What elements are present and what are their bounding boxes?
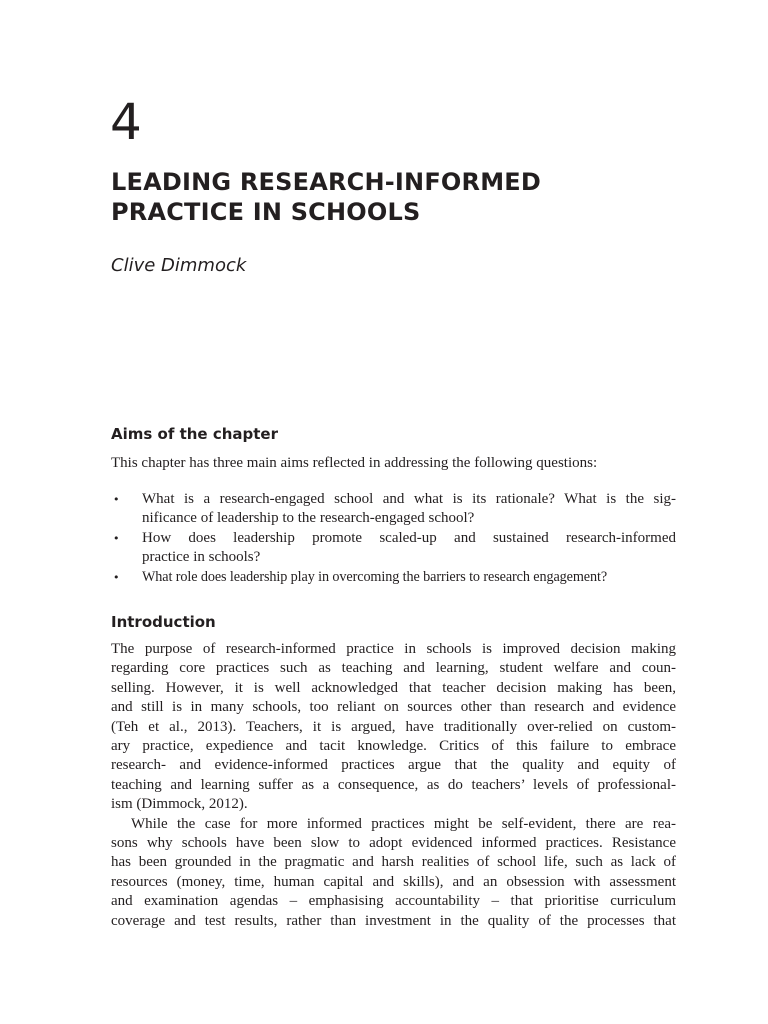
bullet-line: How does leadership promote scaled-up and sustained research-informed	[142, 529, 676, 546]
introduction-heading: Introduction	[111, 613, 216, 631]
bullet-line: nificance of leadership to the research-engaged school?	[142, 510, 475, 527]
body-line: and examination agendas – emphasising accountability – that prioritise curriculum	[111, 893, 676, 910]
bullet-icon: •	[113, 570, 120, 584]
body-line: teaching and learning suffer as a consequence, as do teachers’ levels of professional-	[111, 776, 676, 793]
introduction-paragraph-1	[111, 640, 676, 815]
body-line: ary practice, expedience and tacit knowledge. Critics of this failure to embrace	[111, 738, 676, 755]
chapter-title-line: LEADING RESEARCH-INFORMED	[111, 168, 542, 196]
bullet-line: What role does leadership play in overcoming the barriers to research engagement?	[142, 568, 608, 585]
body-line: While the case for more informed practices might be self-evident, there are rea-	[131, 815, 676, 832]
body-line: (Teh et al., 2013). Teachers, it is argued, have traditionally over-relied on custom-	[111, 718, 676, 735]
body-line: resources (money, time, human capital and skills), and an obsession with assessment	[111, 873, 676, 890]
body-line: ism (Dimmock, 2012).	[111, 796, 248, 813]
body-line: and still is in many schools, too reliant on sources other than research and evidence	[111, 699, 676, 716]
body-line: selling. However, it is well acknowledged that teacher decision making has been,	[111, 679, 676, 696]
bullet-line: practice in schools?	[142, 549, 261, 566]
introduction-body	[111, 640, 676, 931]
bullet-line: What is a research-engaged school and what is its rationale? What is the sig-	[142, 491, 676, 507]
chapter-title	[111, 167, 671, 227]
aims-bullet-item	[111, 490, 676, 529]
bullet-icon: •	[113, 493, 120, 506]
chapter-author: Clive Dimmock	[111, 255, 247, 276]
bullet-icon: •	[113, 531, 120, 545]
aims-intro-text: This chapter has three main aims reflected in addressing the following questions:	[111, 455, 598, 471]
chapter-title-line: PRACTICE IN SCHOOLS	[111, 198, 421, 226]
body-line: has been grounded in the pragmatic and harsh realities of school life, such as lack of	[111, 854, 676, 871]
body-line: coverage and test results, rather than investment in the quality of the processes that	[111, 912, 676, 929]
aims-bullet-item	[111, 529, 676, 568]
aims-heading: Aims of the chapter	[111, 425, 278, 443]
introduction-paragraph-2	[111, 815, 676, 931]
body-line: regarding core practices such as teaching and learning, student welfare and coun-	[111, 660, 676, 677]
chapter-number: 4	[110, 93, 142, 151]
body-line: research- and evidence-informed practices argue that the quality and equity of	[111, 757, 676, 774]
aims-bullet-list	[111, 490, 676, 587]
body-line: The purpose of research-informed practice in schools is improved decision making	[111, 641, 676, 657]
body-line: sons why schools have been slow to adopt evidenced informed practices. Resistance	[111, 835, 676, 852]
aims-bullet-item	[111, 568, 676, 587]
